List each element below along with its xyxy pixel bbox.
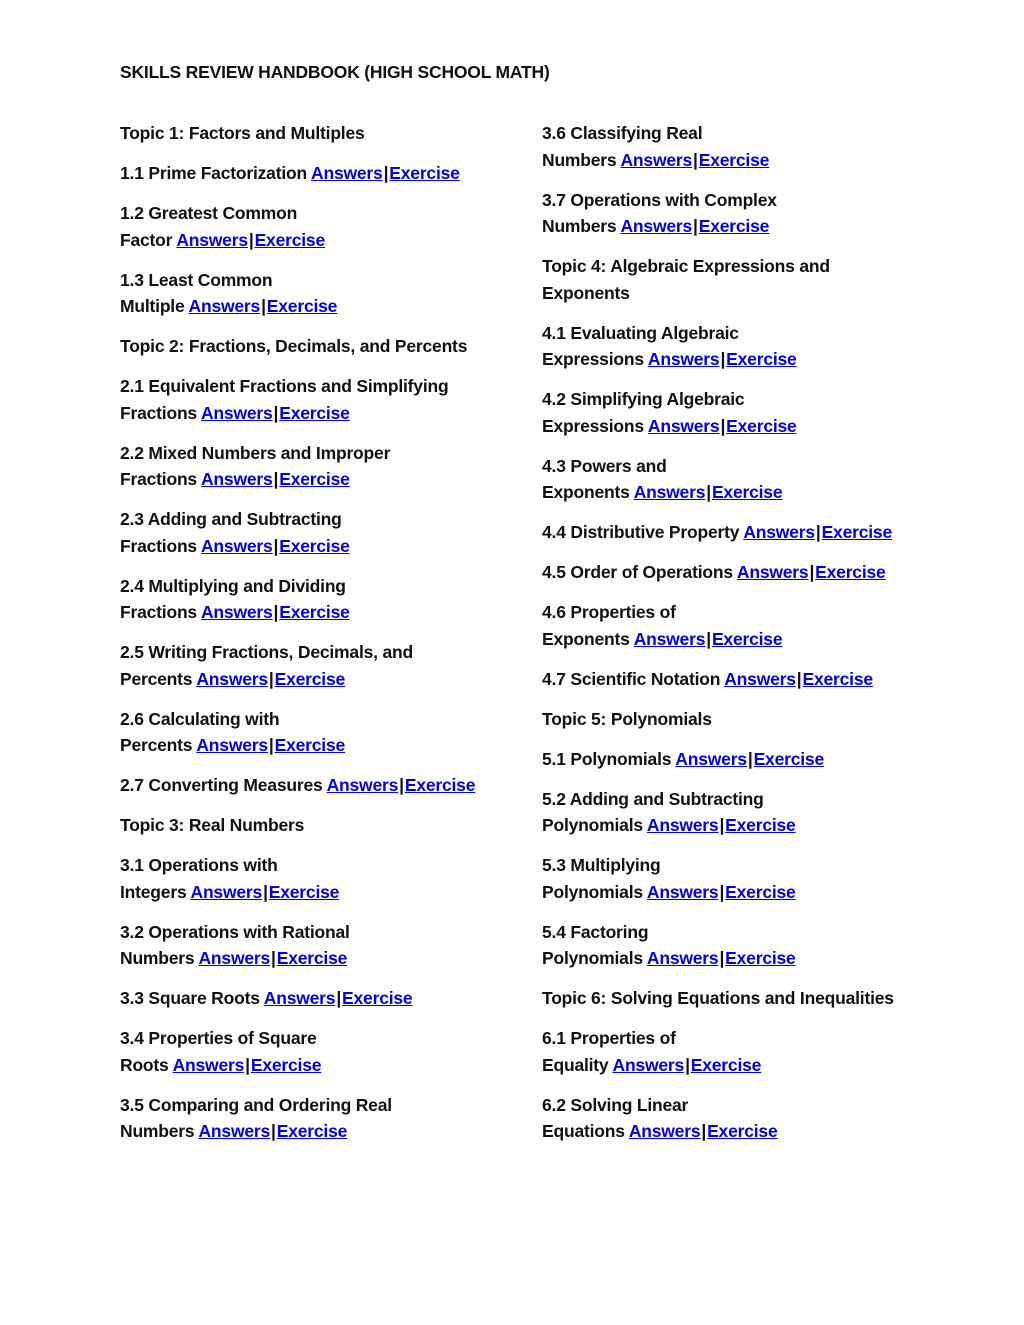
entry-label: Equations	[542, 1121, 625, 1141]
page-title: SKILLS REVIEW HANDBOOK (HIGH SCHOOL MATH)	[120, 62, 550, 82]
toc-entry-6-1-properties-of-equality	[542, 1025, 942, 1078]
link-separator: |	[719, 881, 725, 902]
toc-entry-4-4-distributive-property	[542, 519, 942, 546]
answers-link[interactable]: Answers	[311, 163, 383, 183]
answers-link[interactable]: Answers	[633, 628, 706, 649]
entry-label: Numbers	[120, 1121, 195, 1141]
link-separator: |	[720, 415, 726, 436]
answers-link[interactable]: Answers	[620, 216, 693, 236]
entry-label: 4.7 Scientific Notation	[542, 668, 721, 689]
link-separator: |	[268, 735, 274, 755]
answers-link[interactable]: Answers	[647, 415, 720, 436]
entry-label-line: 1.2 Greatest Common	[120, 203, 298, 223]
link-separator: |	[809, 562, 815, 582]
link-separator: |	[815, 522, 821, 542]
answers-link[interactable]: Answers	[612, 1054, 685, 1075]
entry-label: Integers	[120, 881, 187, 902]
link-separator: |	[796, 668, 802, 689]
exercise-link[interactable]: Exercise	[821, 522, 892, 542]
entry-label-line: 3.6 Classifying Real	[542, 123, 703, 143]
entry-label: Roots	[120, 1054, 169, 1075]
exercise-link[interactable]: Exercise	[404, 775, 476, 795]
entry-label-line: 6.1 Properties of	[542, 1028, 676, 1048]
answers-link[interactable]: Answers	[200, 535, 273, 556]
right-column	[542, 120, 942, 1158]
answers-link[interactable]: Answers	[200, 469, 273, 489]
entry-label-line: 2.4 Multiplying and Dividing	[120, 575, 346, 596]
toc-entry-4-3-powers-and-exponents	[542, 453, 942, 506]
entry-label-line: 3.7 Operations with Complex	[542, 189, 777, 210]
link-separator: |	[273, 469, 279, 489]
answers-link[interactable]: Answers	[188, 296, 261, 316]
link-separator: |	[693, 149, 698, 170]
entry-label: 4.5 Order of Operations	[542, 562, 733, 582]
topic-heading-topic-4-algebraic-expressions-and-exponents	[542, 253, 942, 306]
answers-link[interactable]: Answers	[647, 349, 720, 369]
link-separator: |	[273, 535, 279, 556]
entry-label-line: 4.2 Simplifying Algebraic	[542, 389, 745, 409]
answers-link[interactable]: Answers	[736, 562, 809, 582]
answers-link[interactable]: Answers	[646, 948, 719, 968]
link-separator: |	[383, 163, 389, 183]
answers-link[interactable]: Answers	[724, 668, 796, 689]
toc-entry-3-2-operations-with-rational-numbers	[120, 919, 520, 972]
topic-heading-topic-5-polynomials	[542, 706, 942, 733]
exercise-link[interactable]: Exercise	[725, 948, 796, 968]
entry-label: Numbers	[542, 216, 617, 236]
exercise-link[interactable]: Exercise	[698, 149, 770, 170]
answers-link[interactable]: Answers	[628, 1121, 701, 1141]
exercise-link[interactable]: Exercise	[279, 402, 350, 423]
answers-link[interactable]: Answers	[675, 748, 747, 769]
answers-link[interactable]: Answers	[743, 522, 815, 542]
entry-label: Polynomials	[542, 815, 643, 835]
exercise-link[interactable]: Exercise	[268, 881, 340, 902]
exercise-link[interactable]: Exercise	[276, 948, 348, 968]
link-separator: |	[273, 402, 279, 423]
toc-entry-2-5-writing-fractions-decimals-and-percents	[120, 639, 520, 692]
link-separator: |	[747, 748, 753, 769]
entry-label-line: 6.2 Solving Linear	[542, 1094, 689, 1115]
exercise-link[interactable]: Exercise	[725, 815, 796, 835]
entry-label: 5.1 Polynomials	[542, 748, 672, 769]
entry-label-line: 2.1 Equivalent Fractions and Simplifying	[120, 376, 449, 396]
entry-label: Factor	[120, 229, 173, 250]
entry-label: Fractions	[120, 602, 197, 622]
link-separator: |	[719, 815, 725, 835]
exercise-link[interactable]: Exercise	[753, 748, 824, 769]
link-separator: |	[271, 948, 276, 968]
exercise-link[interactable]: Exercise	[711, 482, 783, 502]
exercise-link[interactable]: Exercise	[274, 735, 346, 755]
entry-label-line: 3.1 Operations with	[120, 855, 278, 875]
entry-label-line: 5.2 Adding and Subtracting	[542, 788, 764, 809]
entry-label: Exponents	[542, 282, 630, 303]
exercise-link[interactable]: Exercise	[815, 562, 886, 582]
exercise-link[interactable]: Exercise	[711, 628, 783, 649]
link-separator: |	[706, 628, 711, 649]
answers-link[interactable]: Answers	[633, 482, 706, 502]
answers-link[interactable]: Answers	[198, 948, 271, 968]
toc-entry-4-2-simplifying-algebraic-expressions	[542, 386, 942, 439]
topic-heading-topic-6-solving-equations-and-inequalities	[542, 985, 942, 1012]
exercise-link[interactable]: Exercise	[279, 469, 350, 489]
answers-link[interactable]: Answers	[190, 881, 263, 902]
answers-link[interactable]: Answers	[172, 1054, 245, 1075]
link-separator: |	[719, 948, 725, 968]
exercise-link[interactable]: Exercise	[698, 216, 770, 236]
toc-entry-3-1-operations-with-integers	[120, 852, 520, 905]
exercise-link[interactable]: Exercise	[690, 1054, 762, 1075]
exercise-link[interactable]: Exercise	[389, 163, 460, 183]
entry-label: Numbers	[120, 948, 195, 968]
exercise-link[interactable]: Exercise	[342, 988, 413, 1008]
toc-entry-2-2-mixed-numbers-and-improper-fractions	[120, 440, 520, 493]
entry-label: Equality	[542, 1054, 609, 1075]
toc-entry-2-1-equivalent-fractions-and-simplifying-fractions	[120, 373, 520, 426]
toc-entry-1-2-greatest-common-factor	[120, 200, 520, 253]
toc-entry-6-2-solving-linear-equations	[542, 1092, 942, 1145]
exercise-link[interactable]: Exercise	[276, 1121, 348, 1141]
exercise-link[interactable]: Exercise	[266, 296, 338, 316]
toc-entry-5-2-adding-and-subtracting-polynomials	[542, 786, 942, 839]
entry-label: Topic 5: Polynomials	[542, 708, 712, 729]
entry-label-line: 2.3 Adding and Subtracting	[120, 509, 342, 529]
toc-entry-1-1-prime-factorization	[120, 160, 520, 187]
entry-label: Fractions	[120, 535, 197, 556]
exercise-link[interactable]: Exercise	[726, 349, 797, 369]
left-column	[120, 120, 520, 1158]
answers-link[interactable]: Answers	[176, 229, 248, 250]
answers-link[interactable]: Answers	[646, 815, 719, 835]
exercise-link[interactable]: Exercise	[802, 668, 873, 689]
toc-entry-2-4-multiplying-and-dividing-fractions	[120, 573, 520, 626]
entry-label: 1.1 Prime Factorization	[120, 163, 307, 183]
link-separator: |	[706, 482, 711, 502]
exercise-link[interactable]: Exercise	[725, 881, 796, 902]
link-separator: |	[685, 1054, 690, 1075]
answers-link[interactable]: Answers	[263, 988, 336, 1008]
link-separator: |	[261, 296, 266, 316]
exercise-link[interactable]: Exercise	[274, 668, 346, 689]
entry-label: Expressions	[542, 349, 644, 369]
link-separator: |	[693, 216, 698, 236]
topic-heading-topic-1-factors-and-multiples	[120, 120, 520, 147]
exercise-link[interactable]: Exercise	[279, 602, 350, 622]
toc-entry-1-3-least-common-multiple	[120, 267, 520, 320]
answers-link[interactable]: Answers	[200, 602, 273, 622]
exercise-link[interactable]: Exercise	[254, 229, 325, 250]
toc-entry-4-5-order-of-operations	[542, 559, 942, 586]
entry-label: Percents	[120, 735, 193, 755]
toc-entry-4-6-properties-of-exponents	[542, 599, 942, 652]
toc-entry-3-7-operations-with-complex-numbers	[542, 187, 942, 240]
entry-label: Exponents	[542, 482, 630, 502]
entry-label-line: 4.3 Powers and	[542, 455, 667, 476]
entry-label: Polynomials	[542, 881, 643, 902]
entry-label-line: 2.6 Calculating with	[120, 708, 280, 729]
entry-label: Polynomials	[542, 948, 643, 968]
entry-label-line: 2.5 Writing Fractions, Decimals, and	[120, 642, 413, 662]
entry-label-line: 4.1 Evaluating Algebraic	[542, 322, 739, 343]
topic-heading-topic-2-fractions-decimals-and-percents	[120, 333, 520, 360]
entry-label-line: Topic 4: Algebraic Expressions and	[542, 256, 830, 276]
topic-heading-topic-3-real-numbers	[120, 812, 520, 839]
toc-entry-5-3-multiplying-polynomials	[542, 852, 942, 905]
entry-label: Expressions	[542, 415, 644, 436]
toc-entry-3-6-classifying-real-numbers	[542, 120, 942, 173]
link-separator: |	[268, 668, 274, 689]
link-separator: |	[701, 1121, 707, 1141]
toc-entry-4-1-evaluating-algebraic-expressions	[542, 320, 942, 373]
entry-label: 3.3 Square Roots	[120, 988, 260, 1008]
answers-link[interactable]: Answers	[198, 1121, 271, 1141]
entry-label: Topic 3: Real Numbers	[120, 815, 305, 835]
entry-label: Exponents	[542, 628, 630, 649]
exercise-link[interactable]: Exercise	[250, 1054, 322, 1075]
toc-entry-3-5-comparing-and-ordering-real-numbers	[120, 1092, 520, 1145]
entry-label: Topic 6: Solving Equations and Inequalities	[542, 988, 894, 1008]
entry-label: 2.7 Converting Measures	[120, 775, 323, 795]
entry-label-line: 4.6 Properties of	[542, 602, 676, 622]
answers-link[interactable]: Answers	[200, 402, 273, 423]
link-separator: |	[271, 1121, 276, 1141]
entry-label: Fractions	[120, 402, 197, 423]
link-separator: |	[248, 229, 254, 250]
toc-entry-5-4-factoring-polynomials	[542, 919, 942, 972]
entry-label-line: 3.2 Operations with Rational	[120, 921, 350, 942]
entry-label: Fractions	[120, 469, 197, 489]
toc-entry-2-6-calculating-with-percents	[120, 706, 520, 759]
link-separator: |	[399, 775, 404, 795]
entry-label-line: 2.2 Mixed Numbers and Improper	[120, 442, 391, 463]
answers-link[interactable]: Answers	[620, 149, 693, 170]
entry-label: Percents	[120, 668, 193, 689]
link-separator: |	[273, 602, 279, 622]
entry-label-line: 5.3 Multiplying	[542, 855, 661, 875]
toc-entry-5-1-polynomials	[542, 746, 942, 773]
entry-label: Topic 2: Fractions, Decimals, and Percents	[120, 336, 468, 356]
link-separator: |	[336, 988, 342, 1008]
toc-entry-2-7-converting-measures	[120, 772, 520, 799]
entry-label-line: 3.4 Properties of Square	[120, 1028, 317, 1048]
exercise-link[interactable]: Exercise	[279, 535, 350, 556]
entry-label-line: 3.5 Comparing and Ordering Real	[120, 1094, 392, 1115]
link-separator: |	[720, 349, 726, 369]
entry-label-line: 1.3 Least Common	[120, 269, 273, 290]
entry-label: Multiple	[120, 296, 185, 316]
link-separator: |	[245, 1054, 250, 1075]
toc-entry-3-3-square-roots	[120, 985, 520, 1012]
entry-label: Topic 1: Factors and Multiples	[120, 123, 365, 143]
answers-link[interactable]: Answers	[646, 881, 719, 902]
answers-link[interactable]: Answers	[326, 775, 399, 795]
entry-label-line: 5.4 Factoring	[542, 921, 649, 942]
entry-label: 4.4 Distributive Property	[542, 522, 740, 542]
link-separator: |	[263, 881, 268, 902]
answers-link[interactable]: Answers	[196, 735, 268, 755]
toc-entry-4-7-scientific-notation	[542, 666, 942, 693]
toc-entry-2-3-adding-and-subtracting-fractions	[120, 506, 520, 559]
answers-link[interactable]: Answers	[196, 668, 268, 689]
entry-label: Numbers	[542, 149, 617, 170]
exercise-link[interactable]: Exercise	[726, 415, 797, 436]
exercise-link[interactable]: Exercise	[707, 1121, 778, 1141]
toc-entry-3-4-properties-of-square-roots	[120, 1025, 520, 1078]
